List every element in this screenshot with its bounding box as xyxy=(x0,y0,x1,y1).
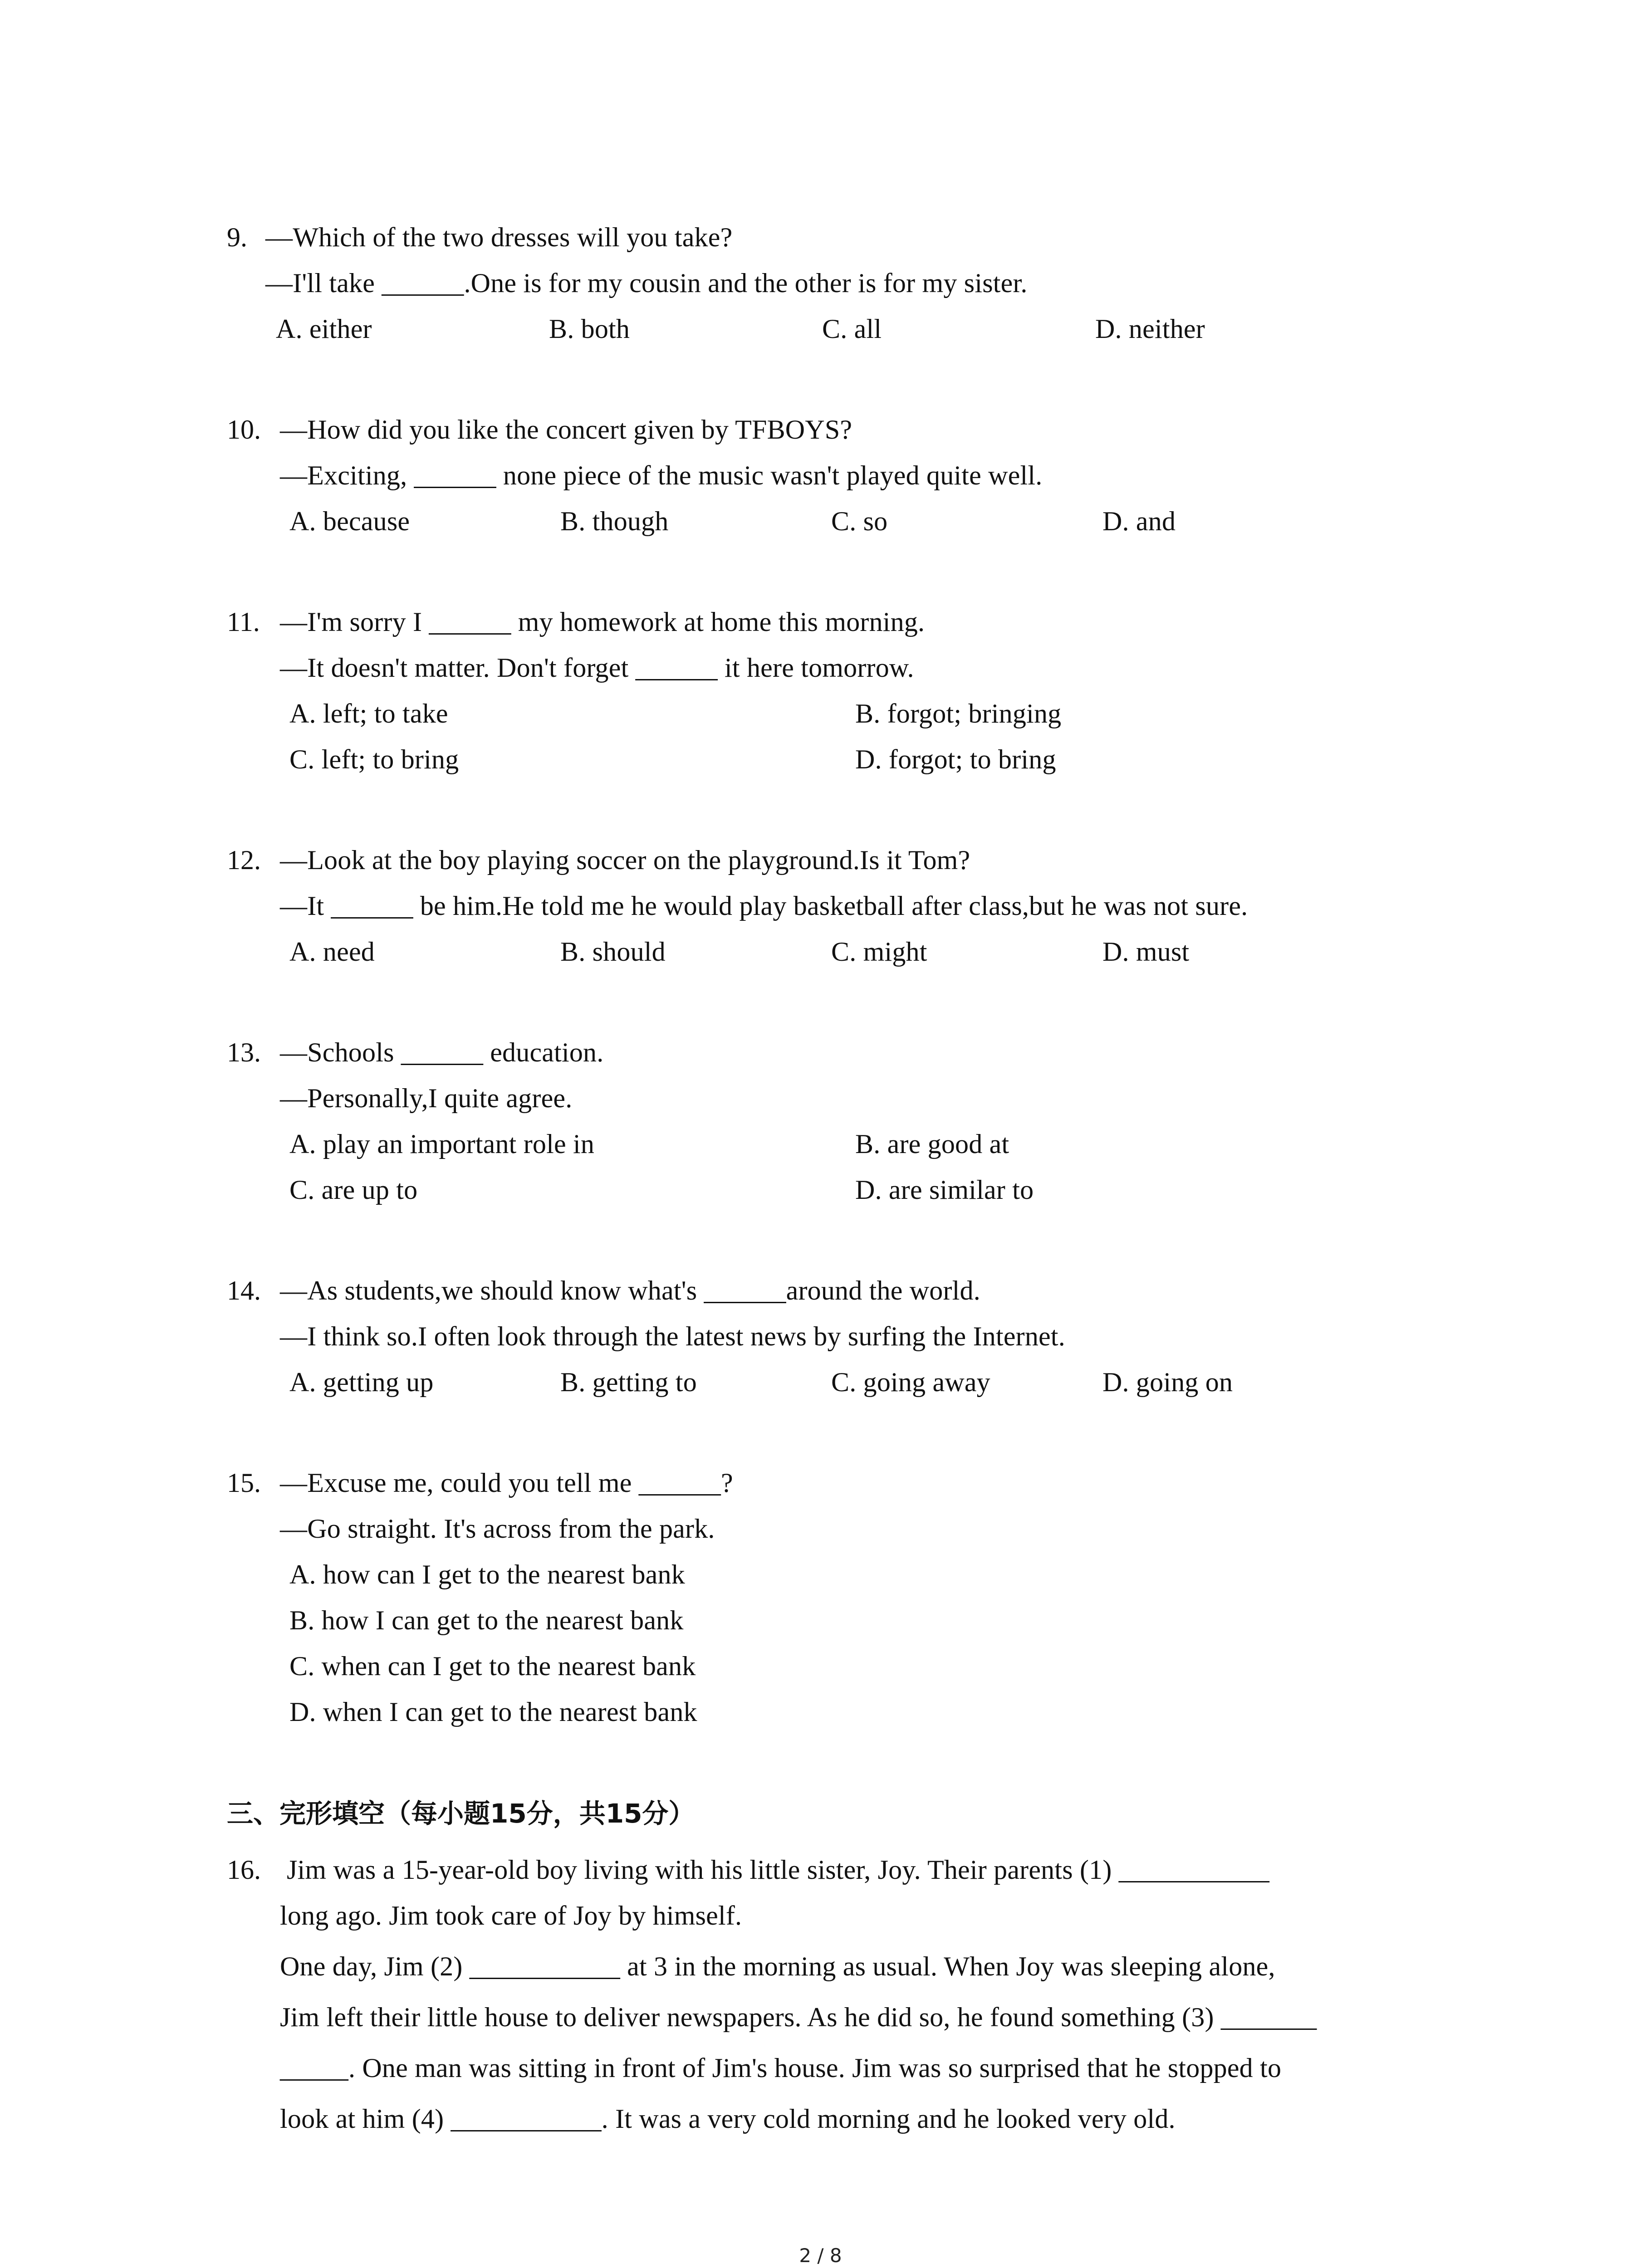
option-a: A. because xyxy=(289,506,410,536)
question-stem: —Schools ______ education. xyxy=(280,1037,604,1067)
option-c: C. left; to bring xyxy=(289,744,459,774)
question-number: 15. xyxy=(227,1468,261,1498)
question-number: 9. xyxy=(227,222,247,252)
option-a: A. left; to take xyxy=(289,699,448,728)
option-b: B. though xyxy=(560,506,669,536)
option-b: B. both xyxy=(549,314,630,344)
option-b: B. are good at xyxy=(855,1129,1009,1159)
option-c: C. going away xyxy=(831,1367,990,1397)
question-number: 11. xyxy=(227,607,260,637)
cloze-line: _____. One man was sitting in front of Jim's house. Jim was so surprised that he stopped to xyxy=(280,2053,1282,2083)
option-b: B. getting to xyxy=(560,1367,697,1397)
option-d: D. and xyxy=(1102,506,1176,536)
question-reply: —Go straight. It's across from the park. xyxy=(280,1514,715,1544)
question-number: 14. xyxy=(227,1276,261,1305)
question-stem: —As students,we should know what's ______around the world. xyxy=(280,1276,980,1305)
question-reply: —It doesn't matter. Don't forget ______ it here tomorrow. xyxy=(280,653,914,683)
question-stem: —Which of the two dresses will you take? xyxy=(265,222,733,252)
option-d: D. when I can get to the nearest bank xyxy=(289,1697,697,1727)
option-a: A. either xyxy=(276,314,372,344)
option-b: B. how I can get to the nearest bank xyxy=(289,1605,684,1635)
option-a: A. need xyxy=(289,937,375,967)
question-reply: —I think so.I often look through the latest news by surfing the Internet. xyxy=(280,1321,1065,1351)
question-stem: —I'm sorry I ______ my homework at home this morning. xyxy=(280,607,925,637)
question-number: 12. xyxy=(227,845,261,875)
option-d: D. must xyxy=(1102,937,1190,967)
question-stem: —How did you like the concert given by TFBOYS? xyxy=(280,415,852,445)
question-reply: —It ______ be him.He told me he would play basketball after class,but he was not sure. xyxy=(280,891,1248,921)
option-a: A. play an important role in xyxy=(289,1129,595,1159)
question-number: 13. xyxy=(227,1037,261,1067)
question-stem: —Look at the boy playing soccer on the playground.Is it Tom? xyxy=(280,845,970,875)
cloze-line: long ago. Jim took care of Joy by himself. xyxy=(280,1901,742,1931)
option-b: B. forgot; bringing xyxy=(855,699,1062,728)
option-a: A. getting up xyxy=(289,1367,434,1397)
option-c: C. are up to xyxy=(289,1175,418,1205)
option-d: D. forgot; to bring xyxy=(855,744,1056,774)
option-d: D. are similar to xyxy=(855,1175,1034,1205)
cloze-line: One day, Jim (2) ___________ at 3 in the morning as usual. When Joy was sleeping alone, xyxy=(280,1951,1275,1981)
option-c: C. when can I get to the nearest bank xyxy=(289,1651,696,1681)
page-number: 2 / 8 xyxy=(799,2244,842,2267)
cloze-line: Jim was a 15-year-old boy living with his little sister, Joy. Their parents (1) ___________ xyxy=(287,1855,1269,1885)
cloze-line: look at him (4) ___________. It was a very cold morning and he looked very old. xyxy=(280,2104,1176,2134)
question-number: 16. xyxy=(227,1855,261,1885)
question-number: 10. xyxy=(227,415,261,445)
option-c: C. might xyxy=(831,937,927,967)
question-reply: —I'll take ______.One is for my cousin and the other is for my sister. xyxy=(265,268,1028,298)
question-reply: —Personally,I quite agree. xyxy=(280,1083,573,1113)
question-stem: —Excuse me, could you tell me ______? xyxy=(280,1468,733,1498)
option-d: D. neither xyxy=(1095,314,1205,344)
option-b: B. should xyxy=(560,937,666,967)
section-heading: 三、完形填空（每小题15分，共15分） xyxy=(227,1798,695,1829)
cloze-line: Jim left their little house to deliver newspapers. As he did so, he found something (3) _______ xyxy=(280,2002,1317,2032)
option-c: C. so xyxy=(831,506,888,536)
option-a: A. how can I get to the nearest bank xyxy=(289,1559,685,1589)
option-c: C. all xyxy=(822,314,882,344)
option-d: D. going on xyxy=(1102,1367,1233,1397)
question-reply: —Exciting, ______ none piece of the music wasn't played quite well. xyxy=(280,460,1043,490)
